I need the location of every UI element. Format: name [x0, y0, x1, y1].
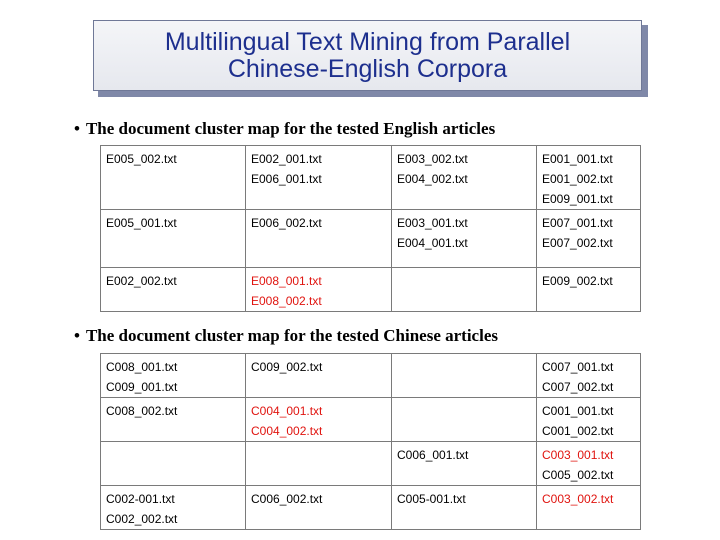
- cluster-row: [101, 486, 641, 530]
- file-name: E004_001.txt: [397, 236, 468, 250]
- file-name: C005-001.txt: [397, 492, 466, 506]
- file-name: C007_002.txt: [542, 380, 614, 394]
- file-name: C005_002.txt: [542, 468, 614, 482]
- cluster-cell: [246, 398, 392, 442]
- cluster-cell: [392, 268, 537, 312]
- english-heading-text: The document cluster map for the tested English articles: [85, 119, 496, 138]
- chinese-heading-text: The document cluster map for the tested Chinese articles: [85, 326, 498, 345]
- cluster-cell: [392, 442, 537, 486]
- file-name: C002_002.txt: [106, 512, 178, 526]
- file-name: E008_001.txt: [251, 274, 322, 288]
- chinese-section-heading: [74, 326, 498, 346]
- cluster-cell: [246, 146, 392, 210]
- title-line-1: Multilingual Text Mining from Parallel: [164, 27, 571, 56]
- file-name: C003_001.txt: [542, 448, 614, 462]
- cluster-cell: [537, 398, 641, 442]
- file-name: E005_001.txt: [106, 216, 177, 230]
- cluster-cell: [392, 486, 537, 530]
- file-name: C001_001.txt: [542, 404, 614, 418]
- cluster-cell: [246, 354, 392, 398]
- file-name: C003_002.txt: [542, 492, 614, 506]
- cluster-cell: [537, 442, 641, 486]
- file-name: C007_001.txt: [542, 360, 614, 374]
- cluster-cell: [101, 486, 246, 530]
- cluster-cell: [392, 354, 537, 398]
- file-name: E001_001.txt: [542, 152, 613, 166]
- file-name: C002-001.txt: [106, 492, 175, 506]
- cluster-cell: [537, 486, 641, 530]
- cluster-row: [101, 146, 641, 210]
- cluster-cell: [392, 398, 537, 442]
- cluster-cell: [392, 210, 537, 268]
- file-name: C001_002.txt: [542, 424, 614, 438]
- file-name: C004_001.txt: [251, 404, 323, 418]
- chinese-cluster-table: [100, 353, 641, 530]
- cluster-row: [101, 354, 641, 398]
- cluster-cell: [246, 268, 392, 312]
- english-section-heading: [74, 119, 495, 139]
- bullet-icon: •: [74, 326, 80, 345]
- english-cluster-table: [100, 145, 641, 312]
- file-name: C008_001.txt: [106, 360, 178, 374]
- cluster-cell: [537, 210, 641, 268]
- file-name: C008_002.txt: [106, 404, 178, 418]
- file-name: C006_001.txt: [397, 448, 469, 462]
- file-name: E009_001.txt: [542, 192, 613, 206]
- file-name: E002_001.txt: [251, 152, 322, 166]
- bullet-icon: •: [74, 119, 80, 138]
- file-name: E003_001.txt: [397, 216, 468, 230]
- file-name: E007_002.txt: [542, 236, 613, 250]
- cluster-cell: [537, 354, 641, 398]
- cluster-cell: [101, 146, 246, 210]
- cluster-cell: [101, 210, 246, 268]
- cluster-cell: [246, 210, 392, 268]
- cluster-cell: [246, 486, 392, 530]
- file-name: E008_002.txt: [251, 294, 322, 308]
- cluster-cell: [392, 146, 537, 210]
- file-name: E006_001.txt: [251, 172, 322, 186]
- title-box: [93, 20, 642, 91]
- title-line-2: Chinese-English Corpora: [227, 54, 508, 83]
- file-name: C004_002.txt: [251, 424, 323, 438]
- file-name: E005_002.txt: [106, 152, 177, 166]
- file-name: E002_002.txt: [106, 274, 177, 288]
- cluster-cell: [537, 146, 641, 210]
- cluster-cell: [101, 268, 246, 312]
- cluster-row: [101, 268, 641, 312]
- cluster-cell: [101, 354, 246, 398]
- file-name: E007_001.txt: [542, 216, 613, 230]
- file-name: C009_001.txt: [106, 380, 178, 394]
- cluster-row: [101, 210, 641, 268]
- file-name: E003_002.txt: [397, 152, 468, 166]
- file-name: E009_002.txt: [542, 274, 613, 288]
- cluster-row: [101, 398, 641, 442]
- file-name: E001_002.txt: [542, 172, 613, 186]
- cluster-cell: [101, 442, 246, 486]
- cluster-row: [101, 442, 641, 486]
- cluster-cell: [246, 442, 392, 486]
- file-name: E006_002.txt: [251, 216, 322, 230]
- file-name: C009_002.txt: [251, 360, 323, 374]
- cluster-cell: [537, 268, 641, 312]
- file-name: C006_002.txt: [251, 492, 323, 506]
- file-name: E004_002.txt: [397, 172, 468, 186]
- cluster-cell: [101, 398, 246, 442]
